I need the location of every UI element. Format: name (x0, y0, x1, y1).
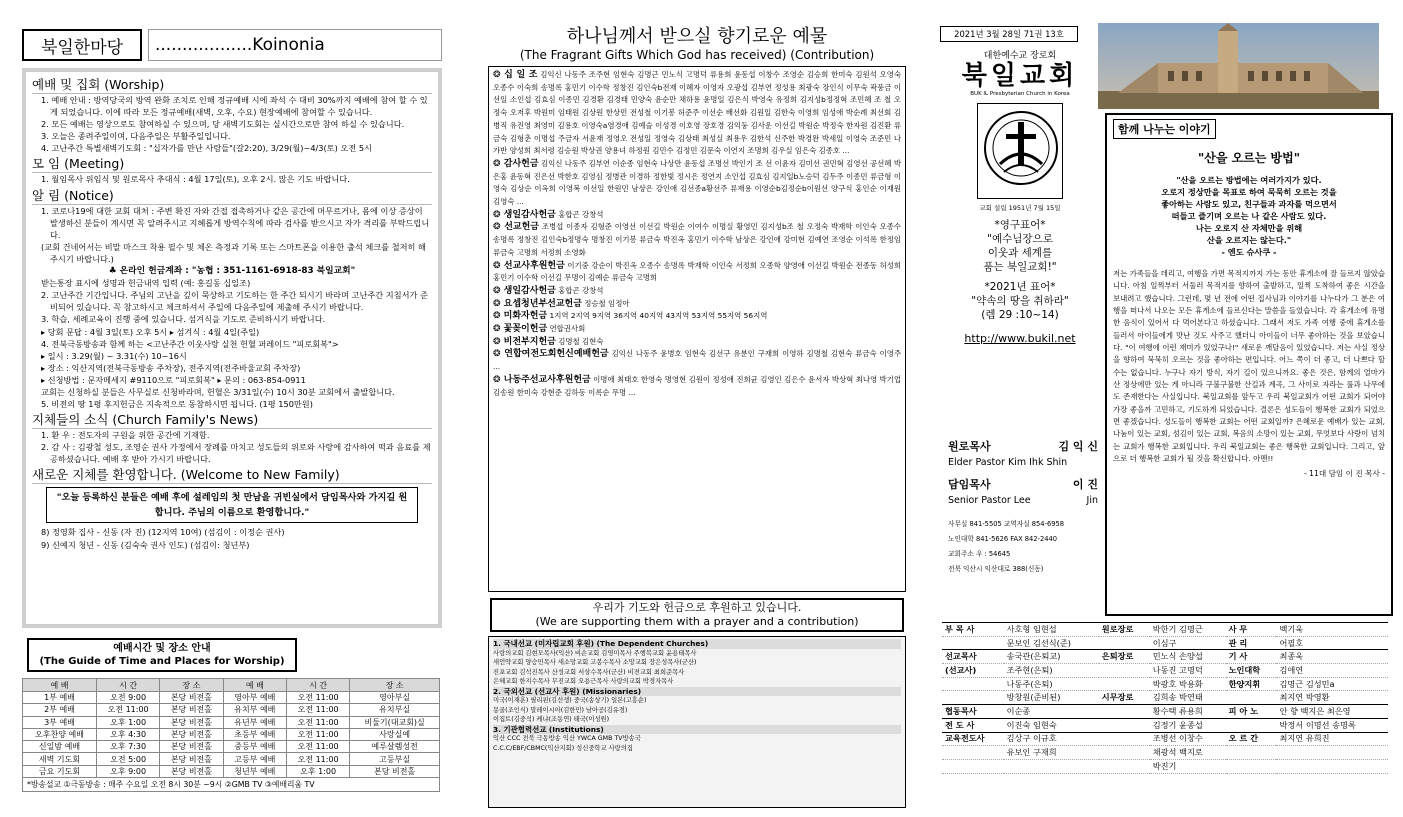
offering-entry (493, 285, 901, 298)
offering-label: ❂ 선교헌금 (493, 222, 539, 233)
table-cell: 본당 비전홀 (160, 728, 223, 740)
staff-row (942, 677, 1388, 691)
quote-line: 떠들고 즐기며 오르는 나 같은 사람도 있다. (1171, 211, 1327, 221)
section-title: 북일한마당 (22, 29, 142, 61)
support-line: C.C.C/EBF/CBMC(익산지회) 성신중학교 사랑의집 (493, 744, 633, 752)
table-row (23, 704, 440, 716)
staff-names: 김정기 윤종섭 (1150, 718, 1226, 732)
staff-names: 백기욱 (1276, 623, 1388, 637)
motto-line: "예수님장으로 (987, 233, 1053, 245)
support-title-en: (We are supporting them with a prayer and a contribution) (535, 615, 859, 628)
staff-role (1099, 759, 1150, 773)
offering-label: ❂ 생일감사헌금 (493, 285, 556, 296)
offering-label: ❂ 요셉청년부선교헌금 (493, 298, 582, 309)
staff-names: 이순종 (1004, 705, 1099, 719)
quote-line: 좋아하는 사람도 있고, 친구들과 과자를 먹으면서 (1161, 199, 1337, 209)
table-header-cell: 예 배 (223, 679, 286, 692)
support-line: 익산 CCC 전북 극동방송 익산 YWCA GMB TV방송국 (493, 735, 641, 742)
quote-line: 산을 오르지는 않는다." (1206, 235, 1292, 245)
table-header-cell: 장 소 (350, 679, 440, 692)
staff-role: 오 르 간 (1226, 732, 1277, 746)
staff-names: 어필호 (1276, 636, 1388, 650)
church-name-english: BUK IL Presbyterian Church in Korea (970, 91, 1070, 97)
offering-entry (493, 348, 901, 373)
staff-names: 송국관(은퇴교) (1004, 650, 1099, 664)
table-row (23, 741, 440, 753)
contact-info (940, 517, 1100, 577)
table-cell: 본당 비전홀 (160, 765, 223, 777)
staff-role: 관 리 (1226, 636, 1277, 650)
table-cell: 사랑실예 (350, 728, 440, 740)
staff-row (942, 746, 1388, 760)
staff-names: 조주현(은퇴) (1004, 664, 1099, 678)
notice-item: ♣ 온라인 헌금계좌 : "농협 : 351-1161-6918-83 북일교회" (108, 266, 356, 277)
offering-names: 정승철 임정아 (584, 298, 630, 308)
notice-item: 받는통장 표시에 성명과 헌금내역 입력 (예: 홍길동 십일조) (41, 278, 251, 289)
table-cell: 본당 비전홀 (160, 741, 223, 753)
staff-names: 방창원(준비된) (1004, 691, 1099, 705)
senior-role: 담임목사 (948, 478, 991, 491)
quote-line: - 엔도 슈사쿠 - (1221, 247, 1277, 257)
quote-line: 나는 오로지 산 자체만을 위해 (1195, 223, 1303, 233)
emeritus-english: Elder Pastor Kim Ihk Shin (948, 457, 1068, 468)
staff-row (942, 664, 1388, 678)
section-heading: 지체들의 소식 (Church Family's News) (32, 411, 432, 429)
offering-names: 김익신 나동주 김부연 이순종 임현숙 나상만 윤동섭 조명선 박인기 조 선 이윤자 김미선 권민혁 김영선 공선혜 박은홍 윤동혁 진은선 박한호 김영심 정병관 이경하 정한빛 정시은 정연지 소인섭 김효심 김지일b노승덕 김두주 이종민 류금형 이영숙 김상순 이옥희 이영복 이선일 한원민 남상은 강인애 김선종a황선주 류재용 이영순b김정순b이원선 양구식 홍인순 이재원 김영숙 ... (493, 158, 901, 207)
support-title-kr: 우리가 기도와 헌금으로 후원하고 있습니다. (592, 601, 802, 614)
notice-item: ▸ 신청방법 : 문자메세지 #9110으로 "피로회복" ▸ 문의 : 063-854-0911 (41, 374, 306, 385)
staff-names: 김애연 (1276, 664, 1388, 678)
staff-names: 유보인 구재희 (1004, 746, 1099, 760)
emeritus-name: 김 익 신 (1058, 440, 1098, 453)
table-cell: 신일밤 예배 (23, 741, 97, 753)
table-cell: 오전 11:00 (287, 728, 350, 740)
staff-names: 박진기 (1150, 759, 1226, 773)
broadcast-note: *방송설교 ①극동방송 : 매주 수요일 오전 8시 30분 ~9시 ②GMB TV ③예배리움 TV (22, 778, 440, 792)
table-row (23, 728, 440, 740)
notice-item: 2. 고난주간 기간입니다. 주님의 고난을 깊이 묵상하고 기도하는 한 주간 되시기 바라며 고난주간 지침서가 준비되어 있습니다. 꼭 참고하시고 체크하셔서 주일에 다음주일에 제출해 주시기 바랍니다. (41, 290, 428, 313)
notice-item: 1. 월임목사 위임식 및 원로목사 추대식 : 4월 17일(토), 오후 2시. 많은 기도 바랍니다. (41, 174, 350, 185)
staff-names: 박한기 김명근 (1150, 623, 1226, 637)
table-cell: 영아부실 (350, 692, 440, 704)
offering-names: 1지역 2지역 9지역 36지역 40지역 43지역 53지역 55지역 56지역 (549, 311, 768, 321)
support-line: 몽골(조인식) 말레이시아(김한민) 남아공(김유경) (493, 706, 628, 714)
offering-list (488, 66, 906, 592)
table-header-cell: 시 간 (97, 679, 160, 692)
staff-names: 황수택 류용희 (1150, 705, 1226, 719)
staff-role (1099, 636, 1150, 650)
motto-line: 품는 북일교회!" (983, 261, 1057, 273)
table-cell: 오전 11:00 (287, 692, 350, 704)
staff-names: 박광호 박용화 (1150, 677, 1226, 691)
staff-row (942, 718, 1388, 732)
welcome-quote: "오늘 등록하신 분들은 예배 후에 설레임의 첫 만남을 귀빈실에서 담임목사와 가지길 원합니다. 주님의 이름으로 환영합니다." (46, 487, 418, 523)
table-row (23, 716, 440, 728)
staff-role: 사 무 (1226, 623, 1277, 637)
offering-label: ❂ 꽃꽂이헌금 (493, 324, 548, 335)
table-row (23, 692, 440, 704)
notice-item: 3. 오늘은 종려주일이며, 다음주일은 부활주일입니다. (41, 131, 231, 142)
support-title (490, 598, 904, 632)
staff-names: 김상구 이규호 (1004, 732, 1099, 746)
welcome-heading: 새로운 지체를 환영합니다. (Welcome to New Family) (32, 466, 432, 484)
emeritus-role: 원로목사 (948, 440, 991, 453)
table-cell: 영아부 예배 (223, 692, 286, 704)
offering-entry (493, 298, 901, 311)
permanent-motto (940, 218, 1100, 274)
staff-names: 이심구 (1150, 636, 1226, 650)
welcome-item: 8) 정영화 집사 - 신동 (자 진) (12지역 10여) (섬김이 : 이정순 권사) (41, 527, 285, 538)
offering-entry (493, 310, 901, 323)
staff-row (942, 759, 1388, 773)
staff-role (1226, 691, 1277, 705)
table-cell: 본당 비전홀 (160, 704, 223, 716)
table-cell: 본당 비전홀 (160, 716, 223, 728)
offering-names: 연합권사회 (549, 324, 586, 334)
table-cell: 오후 1:00 (287, 765, 350, 777)
support-line: 은혜교회 한지수목사 무진교회 오용근목사 사랑의교회 박경자목사 (493, 678, 674, 685)
offering-entry (493, 221, 901, 259)
koinonia-label: ..................Koinonia (148, 29, 442, 61)
motto-line: 이웃과 세계를 (987, 247, 1053, 259)
offering-label: ❂ 생일감사헌금 (493, 209, 556, 220)
notice-item: ▸ 당회 문답 : 4월 3일(토) 오후 5시 ▸ 섬겨식 : 4월 4일(주일) (41, 326, 260, 337)
offering-names: 김익신 나동주 조주현 임현숙 김명근 민노식 고명덕 류용희 윤동섭 이창수 조영순 김승희 한미숙 김원석 오영숙 오종수 이숙희 송명록 홍민기 이수학 정창진 김인숙b전재 이혜자 이영자 오광섭 김부연 정성용 최광숙 장인식 이무숙 곽풍금 이선일 소인섭 김효심 이종민 김경환 김경태 민양숙 윤순만 채하용 윤명일 김은식 박영숙 유정희 김지성b정정혁 조민혜 조 철 오정숙 오저후 박원미 임태원 김상원 한상민 전성철 이기봉 허준주 이선순 배선화 김원일 김한숙 이영희 임성애 박순례 최선회 김병직 유진영 최영미 김용호 이영숙a염경애 김예슬 이성경 이호영 장호경 김익둥 김사운 이선길 박원순 박정숙 한자원 김진환 류금숙 김형춘 이명섭 주금자 서윤재 정영오 전성일 정영숙 김상태 최성실 최용우 김한석 신주한 박경완 박세일 이영숙 조준민 나가반 양성희 최서령 김승원 박상권 양용녀 하정원 김민수 김정민 김문숙 이연지 조명희 김우실 임은숙 김종호 ... (493, 70, 901, 156)
table-cell: 오전 11:00 (287, 716, 350, 728)
table-header-row (23, 679, 440, 692)
guide-title-kr: 예배시간 및 장소 안내 (113, 643, 211, 654)
notice-item: 1. 코로나19에 대한 교회 대처 : 주변 확진 자와 간접 접촉하거나 같은 공간에 머무르거나, 몸에 이상 증상이 발생하신 분들이 계시면 꼭 알려주시고 지혜롭게 방역수칙에 따라 검사를 받으시고 자가 격리를 부탁드립니다. (41, 205, 430, 240)
staff-row (942, 691, 1388, 705)
staff-names: 민노식 손양섭 (1150, 650, 1226, 664)
notice-item: 4. 전북극동방송과 함께 하는 <고난주간 이웃사랑 실천 헌혈 퍼레이드 "피로회복"> (41, 338, 339, 349)
staff-names: 최지연 유희진 (1276, 732, 1388, 746)
staff-names: 최지연 박영환 (1276, 691, 1388, 705)
contact-line: 노인대학 841-5626 FAX 842-2440 (948, 535, 1057, 543)
offering-title: 하나님께서 받으실 향기로운 예물 (566, 26, 828, 47)
welcome-item: 9) 신예지 청년 - 신동 (김숙숙 권사 인도) (섬김이: 청년부) (41, 539, 250, 550)
table-cell: 오전 5:00 (97, 753, 160, 765)
offering-names: 홍합곤 강창석 (558, 285, 604, 295)
worship-schedule-table (22, 678, 440, 778)
staff-role (1099, 664, 1150, 678)
news-box (22, 68, 442, 628)
staff-role (942, 691, 1004, 705)
staff-role (1099, 732, 1150, 746)
quote-line: "산을 오르는 방법에는 여러가지가 있다. (1176, 175, 1322, 185)
section-heading: 모 임 (Meeting) (32, 155, 432, 173)
senior-name: 이 진 (1072, 478, 1098, 491)
offering-column (488, 26, 906, 801)
table-cell: 새벽 기도회 (23, 753, 97, 765)
worship-guide-title (27, 638, 297, 672)
offering-label: ❂ 나동주선교사후원헌금 (493, 374, 591, 385)
staff-row (942, 732, 1388, 746)
senior-english-role: Senior Pastor Lee (948, 495, 1031, 506)
support-heading: 2. 국외선교 (선교사 후원) (Missionaries) (493, 687, 901, 697)
table-cell: 오후 4:30 (97, 728, 160, 740)
staff-names: 나동진 고명덕 (1150, 664, 1226, 678)
offering-names: 이명애 최태호 한영숙 명영현 김원이 정성애 진희균 김영인 김은수 윤서자 박상혁 최나영 박기업 김송원 한미숙 강현준 김하동 이록순 무명 ... (493, 374, 901, 397)
notice-item: 2. 모든 예배는 영상으로도 참여하실 수 있으며, 당 새벽기도회는 실시간으로만 참여 하실 수 있습니다. (41, 119, 405, 130)
essay-body: 저는 가족들을 데리고, 여행을 가면 목적지까지 가는 동안 휴게소에 잘 들르지 않았습니다. 아침 일찍부터 서둘러 목적지를 향하여 출발하고, 일찍 도착하여 좋은 시간을 보내려고 했습니다. 그런데, 몇 년 전에 어떤 집사님과 이야기를 나누다가 그 분은 여행을 떠나서 나오는 모든 휴게소에 들르신다는 말씀을 들었습니다. 각 휴게소에 유명한 음식이 있어서 다 먹어본다고 하셨습니다. 그래서 저도 가족 여행 중에 휴게소를 들러서 아이들에게 맛난 것도 사주고 했더니 아이들이 너무 좋아하는 것을 보았습니다. "이 여행에 이런 재미가 있었구나!" 새로운 깨달음이 있었습니다. 저는 사실 정상을 향하여 묵묵히 오르는 것을 좋아하는 편입니다. 어느 쪽이 더 좋고, 더 나쁘다 할 수는 없습니다. 누구나 자기 방식, 자기 길이 있으니까요. 좋은 것은, 함께의 얼마가 산 정상에만 있는 게 아니라 구불구불한 산길과 계곡, 그 사이로 자라는 풀과 나무에도 존재한다는 사실입니다. 북일교회를 앞두고 우리 북일교회가 어떤 교회가 되어야 가장 좋을까 고민하고, 기도하게 되었습니다. 결론은 성도들이 행복한 교회가 되었으면 좋겠습니다. 성도들이 행복한 교회는 어떤 교회일까? 은혜로운 예배가 있는 교회, 나눔이 있는 교회, 섬김이 있는 교회, 복음의 소망이 있는 교회, 무엇보다 사랑이 넘치는 교회가 행복한 교회입니다. 우리 북일교회는 좋은 행복한 교회입니다. 그리고, 앞으로 더 행복한 교회가 될 것을 확신합니다. 아멘!! (1113, 269, 1385, 464)
table-cell: 오전 11:00 (287, 704, 350, 716)
quote-line: 오로지 정상만을 목표로 하여 묵묵히 오르는 것을 (1161, 187, 1337, 197)
table-cell: 청년부 예배 (223, 765, 286, 777)
table-cell: 중등부 예배 (223, 741, 286, 753)
notice-item: 3. 학습, 세례교육이 진행 중에 있습니다. 섬겨식을 기도로 준비하시기 바랍니다. (41, 314, 326, 325)
table-cell: 오전 11:00 (97, 704, 160, 716)
section-heading: 예배 및 집회 (Worship) (32, 76, 432, 94)
staff-role: 시무장로 (1099, 691, 1150, 705)
support-line: 이집트(김중석) 케냐(조동연) 태국(이성원) (493, 716, 610, 723)
offering-label: ❂ 선교사후원헌금 (493, 260, 565, 271)
staff-role: 전 도 사 (942, 718, 1004, 732)
notice-item: 1. 예배 안내 : 방역당국의 방역 완화 조치로 인해 정규예배 시에 좌석 수 대비 30%까지 예배에 참여 할 수 있게 되었습니다. 이에 따라 모든 정규예배(새벽, 오후, 수요) 현장예배에 참여할 수 있습니다. (41, 95, 428, 118)
notice-item: (교회 건네어서는 비말 마스크 착용 필수 및 체온 측정과 기록 또는 스마트폰을 이용한 출석 체크를 철저히 해 주시기 바랍니다.) (41, 241, 426, 264)
notice-item: ▸ 일시 : 3.29(월) ~ 3.31(수) 10~16시 (41, 350, 187, 361)
table-cell: 오전 11:00 (287, 753, 350, 765)
section-heading: 알 림 (Notice) (32, 187, 432, 205)
table-header-cell: 장 소 (160, 679, 223, 692)
offering-label: ❂ 십 일 조 (493, 70, 538, 80)
church-emblem-icon (977, 103, 1063, 199)
staff-role (1099, 718, 1150, 732)
staff-names (1004, 759, 1099, 773)
table-cell: 오후 9:00 (97, 765, 160, 777)
staff-names: 김희송 박연태 (1150, 691, 1226, 705)
staff-row (942, 705, 1388, 719)
essay-title: "산을 오르는 방법" (1197, 151, 1300, 165)
table-cell: 본당 비전홀 (350, 765, 440, 777)
staff-role (942, 746, 1004, 760)
staff-role: (선교사) (942, 664, 1004, 678)
staff-role: 노인대학 (1226, 664, 1277, 678)
motto-line: *영구표어* (994, 219, 1046, 231)
table-cell: 본당 비전홀 (160, 753, 223, 765)
table-cell: 오전 9:00 (97, 692, 160, 704)
church-name: 북일교회 (961, 61, 1079, 91)
offering-entry (493, 260, 901, 285)
support-line: 사랑의교회 김현모목사(익산) 비손교회 김영미목사 주행복교회 윤용태목사 (493, 649, 697, 657)
support-line: 진포교회 김석진목사 산성교회 서상수목사(군산) 비젼교회 최희준목사 (493, 668, 685, 676)
guide-title-en: (The Guide of Time and Places for Worship) (39, 656, 285, 667)
offering-names: 홍합곤 강창석 (558, 209, 604, 219)
offering-entry (493, 374, 901, 399)
year-motto (940, 280, 1100, 322)
support-heading: 1. 국내선교 (미자립교회 후원) (The Dependent Churches) (493, 639, 901, 649)
offering-entry (493, 336, 901, 349)
notice-item: 교회는 신청하실 분들은 사무실로 신청바라며, 헌혈은 3/31일(수) 10시 30분 교회에서 출발합니다. (41, 386, 395, 397)
staff-role (1099, 746, 1150, 760)
staff-names: 김명근 김성민a (1276, 677, 1388, 691)
offering-label: ❂ 연합여전도회헌신예배헌금 (493, 349, 609, 360)
table-cell: 고등부실 (350, 753, 440, 765)
table-header-cell: 예 배 (23, 679, 97, 692)
year-motto-line: "약속의 땅을 취하라" (971, 295, 1069, 307)
table-cell: 유치부 예배 (223, 704, 286, 716)
staff-role: 피 아 노 (1226, 705, 1277, 719)
table-cell: 1부 예배 (23, 692, 97, 704)
notice-item: 2. 감 사 : 김광철 성도, 조영순 권사 가정에서 장례를 마치고 성도들의 위로와 사랑에 감사하여 떡과 음료를 제공하셨습니다. 예배 후 받아 가시기 바랍니다. (41, 442, 431, 465)
support-list (488, 636, 906, 808)
staff-role: 기 사 (1226, 650, 1277, 664)
denomination: 대한예수교 장로회 (983, 51, 1057, 61)
table-cell: 오후 7:30 (97, 741, 160, 753)
essay-quote (1113, 174, 1385, 258)
table-cell: 2부 예배 (23, 704, 97, 716)
church-building-photo (1098, 23, 1379, 109)
staff-names (1276, 759, 1388, 773)
notice-item: 5. 비전의 땅 1평 후지헌금은 지속적으로 동참하시면 됩니다. (1평 150만원) (41, 399, 313, 410)
support-line: 미국(이재훈) 필리핀(김선생) 중국(송상기) 일본(고흥순) (493, 697, 647, 704)
staff-role (942, 636, 1004, 650)
notice-item: 4. 고난주간 특별새벽기도회 : "십자가를 만난 사람들"(갈2:20), 3/29(월)~4/3(토) 오전 5시 (41, 143, 372, 154)
column-header (22, 28, 442, 62)
table-cell: 비둘기(대교회)실 (350, 716, 440, 728)
staff-role: 선교목사 (942, 650, 1004, 664)
offering-subtitle: (The Fragrant Gifts Which God has received) (Contribution) (519, 48, 875, 62)
offering-label: ❂ 미화자헌금 (493, 311, 548, 322)
offering-entry (493, 323, 901, 336)
founded-date: 교회 설립 1951년 7월 15일 (979, 204, 1061, 212)
table-header-cell: 시 간 (287, 679, 350, 692)
staff-row (942, 650, 1388, 664)
staff-role (1226, 746, 1277, 760)
support-heading: 3. 기관협력선교 (Institutions) (493, 725, 901, 735)
staff-role (1099, 677, 1150, 691)
table-cell: 오후 1:00 (97, 716, 160, 728)
staff-names: 최종욱 (1276, 650, 1388, 664)
staff-role: 은퇴장로 (1099, 650, 1150, 664)
table-row (23, 765, 440, 777)
staff-role (942, 759, 1004, 773)
staff-names: 조병선 이창수 (1150, 732, 1226, 746)
table-cell: 유년부 예배 (223, 716, 286, 728)
year-motto-line: *2021년 표어* (984, 281, 1056, 293)
news-column (22, 28, 442, 798)
staff-role: 한양지휘 (1226, 677, 1277, 691)
masthead-column (940, 26, 1100, 626)
website-link[interactable]: http://www.bukil.net (964, 332, 1076, 345)
staff-role (1099, 705, 1150, 719)
offering-names: 조병섭 이종자 김형준 이영선 이선길 박원순 이여수 이명실 황영민 김지성b조 철 오정숙 박재학 이인숙 오종수 송명록 정창진 김인숙b정명숙 명창진 이기봉 류금숙 박진옥 홍민기 이수학 남상은 강인애 강미현 김예연 조영순 이석록 한정임 류금숙 고명희 서정희 소영화 (493, 222, 902, 257)
staff-role: 부 목 사 (942, 623, 1004, 637)
offering-entry (493, 209, 901, 222)
staff-names: 채광석 백지로 (1150, 746, 1226, 760)
offering-label: ❂ 비전부지헌금 (493, 336, 556, 347)
staff-row (942, 623, 1388, 637)
table-cell: 예루살렘성전 (350, 741, 440, 753)
staff-role: 협동목사 (942, 705, 1004, 719)
table-cell: 초등부 예배 (223, 728, 286, 740)
support-line: 새언약교회 양승민목사 새소망교회 고봉수목사 소망교회 장은성목사(군산) (493, 659, 697, 666)
offering-names: 김명철 김현숙 (558, 336, 604, 346)
table-cell: 3부 예배 (23, 716, 97, 728)
offering-names: 김익신 나동주 윤병호 임현숙 김선구 유분인 구재희 이영하 김명철 김현숙 류금숙 이영주 ... (493, 349, 901, 372)
table-cell: 고등부 예배 (223, 753, 286, 765)
staff-row (942, 636, 1388, 650)
staff-names: 사호형 임현섭 (1004, 623, 1099, 637)
staff-names: 나동주(은퇴) (1004, 677, 1099, 691)
staff-role (1226, 759, 1277, 773)
staff-names: 박정서 이명선 송명록 (1276, 718, 1388, 732)
essay-header: 함께 나누는 이야기 (1113, 119, 1216, 139)
essay-box (1105, 113, 1393, 616)
offering-entry (493, 69, 901, 158)
table-cell: 금요 기도회 (23, 765, 97, 777)
staff-directory (942, 622, 1388, 774)
staff-names (1276, 746, 1388, 760)
year-motto-line: (렘 29 :10~14) (981, 309, 1059, 321)
offering-names: 이기중 강순이 박진옥 오종수 송명록 박재학 이인숙 서정희 오종학 양영애 이선길 박원순 전종동 허성희 홍민기 이수학 이선길 무명이 김예순 류금숙 고명희 (493, 260, 901, 283)
table-cell: 오전 11:00 (287, 741, 350, 753)
issue-date: 2021년 3월 28일 71권 13호 (940, 26, 1078, 42)
staff-role (942, 677, 1004, 691)
offering-label: ❂ 감사헌금 (493, 158, 539, 169)
table-cell: 유치부실 (350, 704, 440, 716)
contact-line: 사무실 841-5505 교역자실 854-6958 (948, 520, 1064, 528)
notice-item: ▸ 장소 : 익산지역(전북극동방송 주차장), 전주지역(전주바울교회 주차장) (41, 362, 301, 373)
table-cell: 본당 비전홀 (160, 692, 223, 704)
senior-english-name: Jin (1086, 495, 1098, 506)
table-row (23, 753, 440, 765)
staff-names: 안 향 백지은 최은영 (1276, 705, 1388, 719)
table-cell: 오후찬양 예배 (23, 728, 97, 740)
contact-line: 교회주소 우 : 54645 (948, 550, 1011, 558)
essay-signature: - 11대 담임 이 진 목사 - (1304, 468, 1385, 478)
staff-role: 원로장로 (1099, 623, 1150, 637)
staff-names: 문보인 김선식(준) (1004, 636, 1099, 650)
notice-item: 1. 환 우 : 전도자의 구원을 위한 공간에 기재함. (41, 430, 210, 441)
staff-names: 이진숙 임현숙 (1004, 718, 1099, 732)
pastors-block (940, 439, 1100, 509)
offering-entry (493, 158, 901, 209)
staff-role (1226, 718, 1277, 732)
contact-line: 전북 익산시 익산대로 388(신동) (948, 565, 1044, 573)
staff-role: 교육전도사 (942, 732, 1004, 746)
